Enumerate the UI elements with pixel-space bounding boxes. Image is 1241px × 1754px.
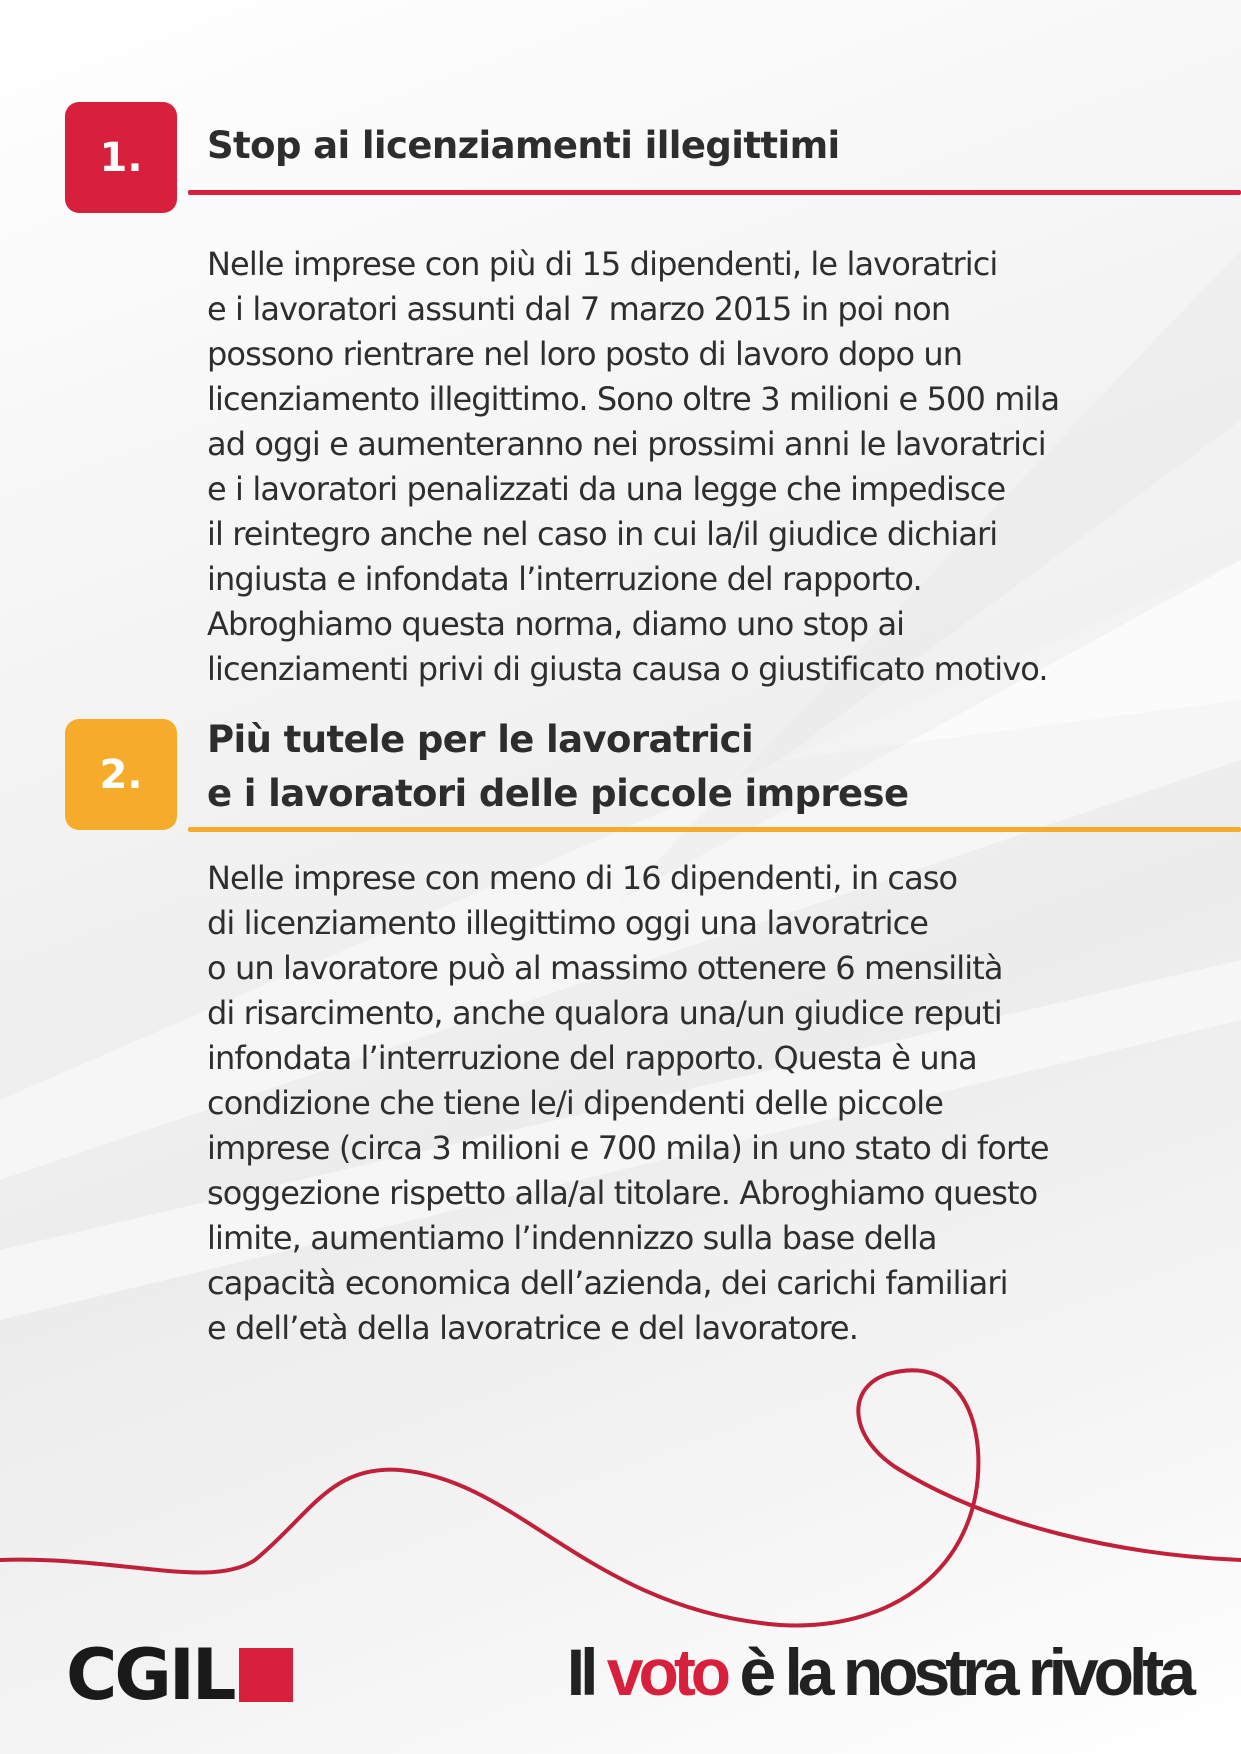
body-line: ad oggi e aumenteranno nei prossimi anni le lavoratrici [207,425,1046,463]
section-title-1 [207,119,840,173]
body-line: limite, aumentiamo l’indennizzo sulla base della [207,1219,937,1257]
section-number-badge-2 [65,719,177,830]
body-line: licenziamenti privi di giusta causa o giustificato motivo. [207,650,1048,688]
body-line: e dell’età della lavoratrice e del lavoratore. [207,1309,858,1347]
section-divider-2 [188,827,1241,832]
slogan [567,1632,1191,1712]
body-line: licenziamento illegittimo. Sono oltre 3 milioni e 500 mila [207,380,1060,418]
body-line: capacità economica dell’azienda, dei carichi familiari [207,1264,1008,1302]
body-line: ingiusta e infondata l’interruzione del rapporto. [207,560,922,598]
body-line: possono rientrare nel loro posto di lavoro dopo un [207,335,963,373]
slogan-part-2: voto [606,1635,727,1709]
body-line: Nelle imprese con più di 15 dipendenti, le lavoratrici [207,245,998,283]
body-line: e i lavoratori penalizzati da una legge che impedisce [207,470,1006,508]
red-ribbon [0,1370,1241,1625]
body-line: soggezione rispetto alla/al titolare. Abroghiamo questo [207,1174,1038,1212]
section-title-1-line: Stop ai licenziamenti illegittimi [207,124,840,167]
body-line: il reintegro anche nel caso in cui la/il giudice dichiari [207,515,998,553]
body-line: di licenziamento illegittimo oggi una lavoratrice [207,904,929,942]
body-line: di risarcimento, anche qualora una/un giudice reputi [207,994,1002,1032]
slogan-part-3: è la nostra rivolta [726,1635,1191,1709]
body-line: Abroghiamo questa norma, diamo uno stop ai [207,605,905,643]
logo-square [239,1648,293,1702]
section-body-1 [207,242,1059,692]
body-line: o un lavoratore può al massimo ottenere 6 mensilità [207,949,1003,987]
body-line: Nelle imprese con meno di 16 dipendenti, in caso [207,859,958,897]
cgil-logo [66,1634,293,1716]
slogan-part-1: Il [566,1635,607,1709]
logo-text: CGIL [66,1634,234,1716]
section-number-2: 2. [99,751,143,798]
section-divider-1 [188,190,1241,195]
body-line: condizione che tiene le/i dipendenti delle piccole [207,1084,944,1122]
section-number-badge-1 [65,102,177,213]
body-line: e i lavoratori assunti dal 7 marzo 2015 in poi non [207,290,951,328]
body-line: infondata l’interruzione del rapporto. Questa è una [207,1039,977,1077]
section-body-2 [207,856,1049,1351]
section-title-2-line: Più tutele per le lavoratrici [207,718,754,761]
body-line: imprese (circa 3 milioni e 700 mila) in uno stato di forte [207,1129,1049,1167]
section-title-2 [207,713,908,821]
section-number-1: 1. [99,134,143,181]
section-title-2-line: e i lavoratori delle piccole imprese [207,772,909,815]
